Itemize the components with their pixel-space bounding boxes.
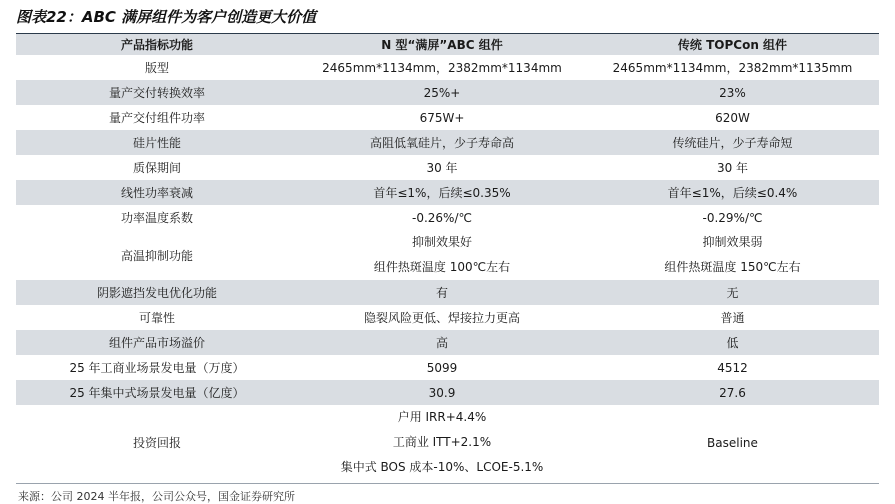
- table-row: [16, 405, 879, 480]
- table-row: [16, 305, 879, 330]
- bottom-rule: [16, 483, 879, 484]
- topcon-value: 2465mm*1134mm，2382mm*1135mm: [612, 61, 853, 75]
- table-row: [16, 205, 879, 230]
- abc-value: 2465mm*1134mm，2382mm*1134mm: [322, 61, 562, 75]
- topcon-value: 低: [586, 330, 879, 355]
- table-row: [16, 105, 879, 130]
- row-label: 版型: [144, 61, 169, 75]
- topcon-value: 23%: [586, 80, 879, 105]
- topcon-value: 27.6: [586, 380, 879, 405]
- abc-value-line: 抑制效果好: [411, 235, 472, 249]
- table-row: [16, 80, 879, 105]
- abc-value: [298, 405, 586, 480]
- row-label: 功率温度系数: [120, 211, 193, 225]
- topcon-value: 4512: [717, 360, 748, 375]
- abc-value-line: 户用 IRR+4.4%: [397, 410, 487, 424]
- abc-value-line: 工商业 ITT+2.1%: [392, 435, 492, 449]
- abc-value: -0.26%/℃: [412, 210, 472, 225]
- row-label: 量产交付转换效率: [16, 80, 298, 105]
- abc-value: 30 年: [426, 161, 458, 175]
- header-topcon: 传统 TOPCon 组件: [586, 34, 879, 55]
- abc-value: 隐裂风险更低、焊接拉力更高: [363, 311, 520, 325]
- abc-value: 有: [298, 280, 586, 305]
- table-row: [16, 355, 879, 380]
- source-note: 来源：公司 2024 半年报，公司公众号，国金证券研究所: [18, 490, 295, 503]
- topcon-value: 30 年: [716, 161, 749, 175]
- abc-value-line: 组件热斑温度 100℃左右: [373, 260, 511, 274]
- topcon-value: 620W: [715, 110, 750, 125]
- topcon-value-line: 抑制效果弱: [702, 235, 763, 249]
- row-label: 量产交付组件功率: [108, 111, 205, 125]
- abc-value: 高: [298, 330, 586, 355]
- topcon-value: -0.29%/℃: [702, 210, 763, 225]
- abc-value: 首年≤1%，后续≤0.35%: [298, 180, 586, 205]
- row-label: 25 年工商业场景发电量（万度）: [69, 361, 245, 375]
- topcon-value: Baseline: [707, 435, 758, 450]
- table-header-row: [16, 34, 879, 55]
- abc-value: 30.9: [298, 380, 586, 405]
- row-label: 线性功率衰减: [16, 180, 298, 205]
- topcon-value: [586, 230, 879, 280]
- figure-title: 图表22：ABC 满屏组件为客户创造更大价值: [16, 8, 317, 26]
- topcon-value-line: 组件热斑温度 150℃左右: [664, 260, 801, 274]
- abc-value: [298, 230, 586, 280]
- table-row: [16, 130, 879, 155]
- abc-value-line: 集中式 BOS 成本-10%、LCOE-5.1%: [340, 460, 544, 474]
- table-row: [16, 230, 879, 280]
- header-abc: N 型“满屏”ABC 组件: [298, 34, 586, 55]
- topcon-value: 首年≤1%，后续≤0.4%: [586, 180, 879, 205]
- table-row: [16, 180, 879, 205]
- table-row: [16, 155, 879, 180]
- abc-value: 25%+: [298, 80, 586, 105]
- row-label: 25 年集中式场景发电量（亿度）: [16, 380, 298, 405]
- row-label: 投资回报: [132, 436, 181, 450]
- row-label: 质保期间: [132, 161, 181, 175]
- topcon-value: 普通: [720, 311, 745, 325]
- topcon-value: 无: [586, 280, 879, 305]
- table-row: [16, 280, 879, 305]
- abc-value: 高阻低氧硅片，少子寿命高: [298, 130, 586, 155]
- abc-value: 5099: [426, 360, 458, 375]
- row-label: 组件产品市场溢价: [16, 330, 298, 355]
- comparison-table: [16, 34, 879, 480]
- row-label: 可靠性: [138, 311, 175, 325]
- header-indicator: 产品指标功能: [16, 34, 298, 55]
- row-label: 高温抑制功能: [120, 248, 193, 263]
- row-label: 阴影遮挡发电优化功能: [16, 280, 298, 305]
- topcon-value: 传统硅片，少子寿命短: [586, 130, 879, 155]
- abc-value: 675W+: [419, 110, 465, 125]
- table-row: [16, 380, 879, 405]
- table-row: [16, 55, 879, 80]
- row-label: 硅片性能: [16, 130, 298, 155]
- table-row: [16, 330, 879, 355]
